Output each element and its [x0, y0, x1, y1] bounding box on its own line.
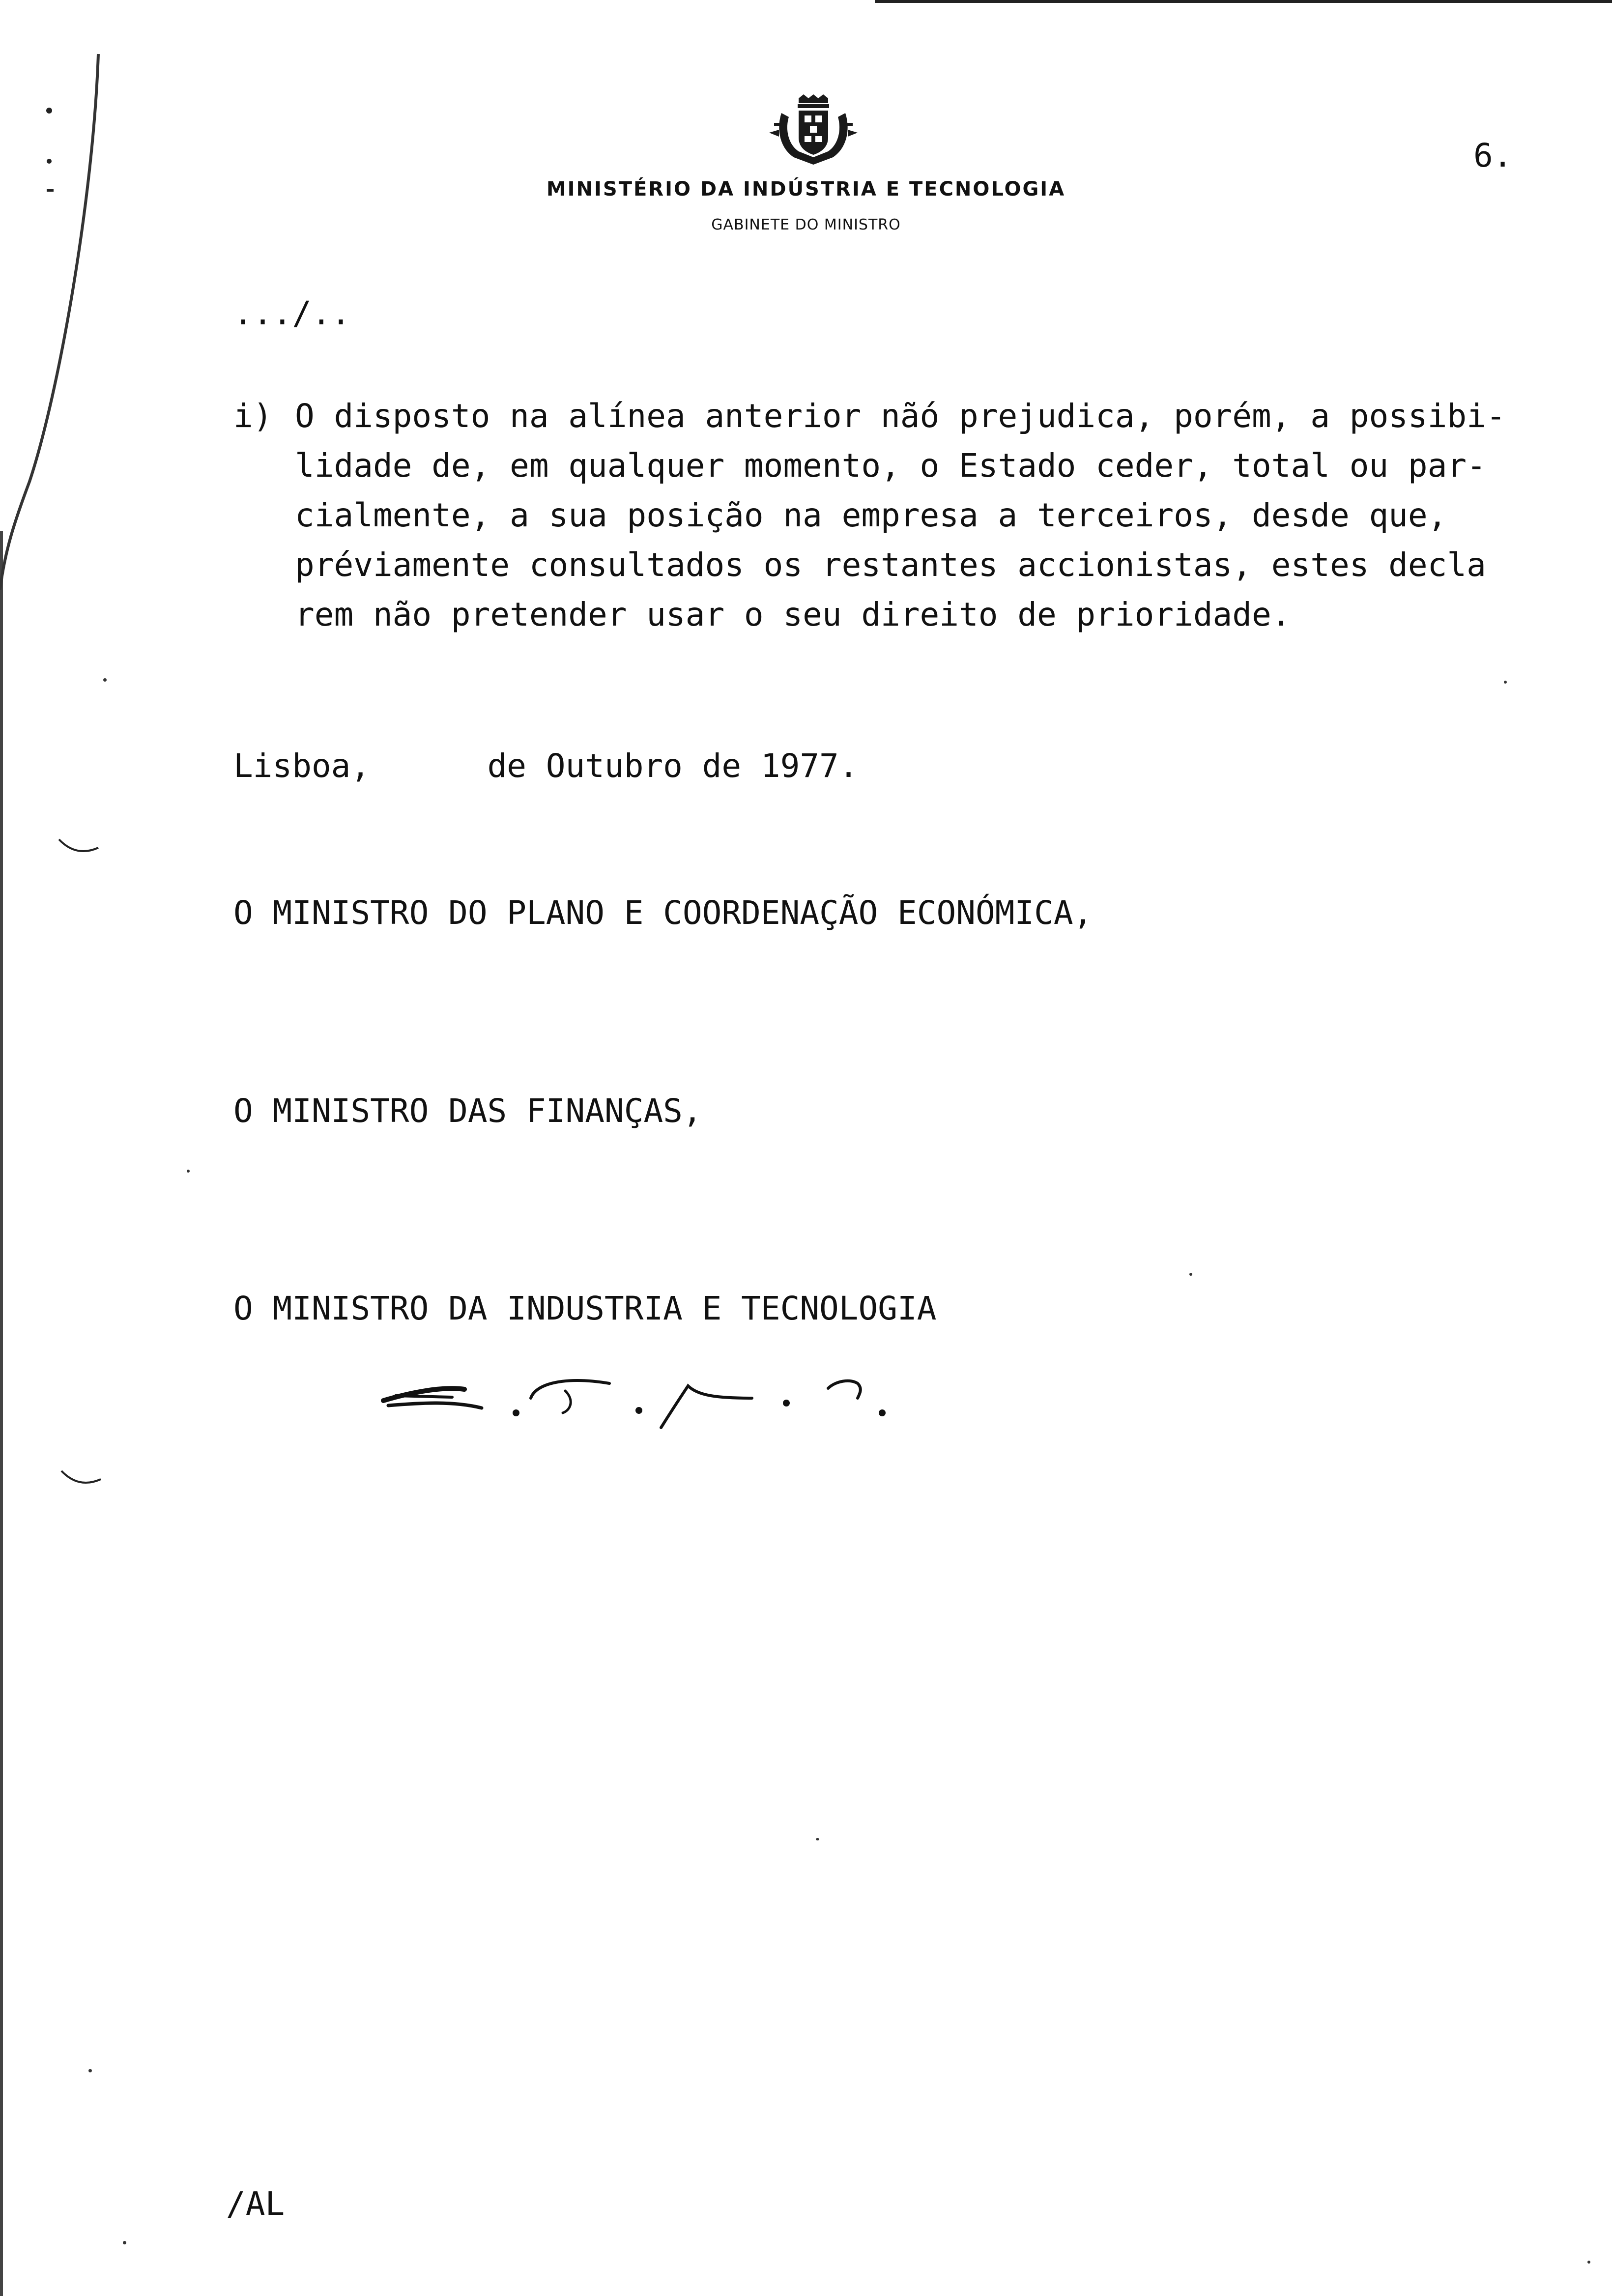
signature-line-industria: O MINISTRO DA INDUSTRIA E TECNOLOGIA — [233, 1290, 937, 1327]
coat-of-arms-emblem — [764, 93, 863, 167]
signature-line-plano: O MINISTRO DO PLANO E COORDENAÇÃO ECONÓMICA, — [233, 894, 1093, 932]
scan-left-edge — [0, 531, 3, 2296]
handwritten-signature — [378, 1354, 899, 1433]
typist-initials: /AL — [226, 2185, 285, 2223]
ministry-title: MINISTÉRIO DA INDÚSTRIA E TECNOLOGIA — [546, 178, 1066, 201]
clause-line: préviamente consultados os restantes accionistas, estes decla — [295, 546, 1486, 584]
clause-line: rem não pretender usar o seu direito de prioridade. — [295, 596, 1291, 633]
clause-line: O disposto na alínea anterior nãó prejudica, porém, a possibi- — [295, 397, 1506, 435]
continuation-mark: .../.. — [233, 294, 351, 332]
scan-top-edge — [875, 0, 1612, 3]
scan-speck — [88, 2069, 92, 2072]
scan-speck — [1504, 681, 1507, 684]
signature-line-financas: O MINISTRO DAS FINANÇAS, — [233, 1092, 702, 1130]
scan-speck — [187, 1170, 190, 1173]
clause-marker: i) — [233, 397, 273, 435]
page-number: 6. — [1473, 137, 1513, 174]
clause-line: lidade de, em qualquer momento, o Estado ceder, total ou par- — [295, 447, 1486, 485]
scan-speck — [103, 678, 107, 682]
date-line: Lisboa, de Outubro de 1977. — [233, 747, 859, 785]
clause-line: cialmente, a sua posição na empresa a terceiros, desde que, — [295, 496, 1447, 534]
scan-margin-curve — [0, 49, 108, 590]
scan-speck — [816, 1838, 819, 1840]
punch-hole-mark — [57, 835, 101, 860]
punch-hole-mark — [59, 1467, 103, 1492]
scan-speck — [1587, 2261, 1590, 2264]
scan-speck — [123, 2241, 126, 2244]
scan-speck — [1189, 1273, 1192, 1276]
ministry-office: GABINETE DO MINISTRO — [711, 216, 901, 233]
